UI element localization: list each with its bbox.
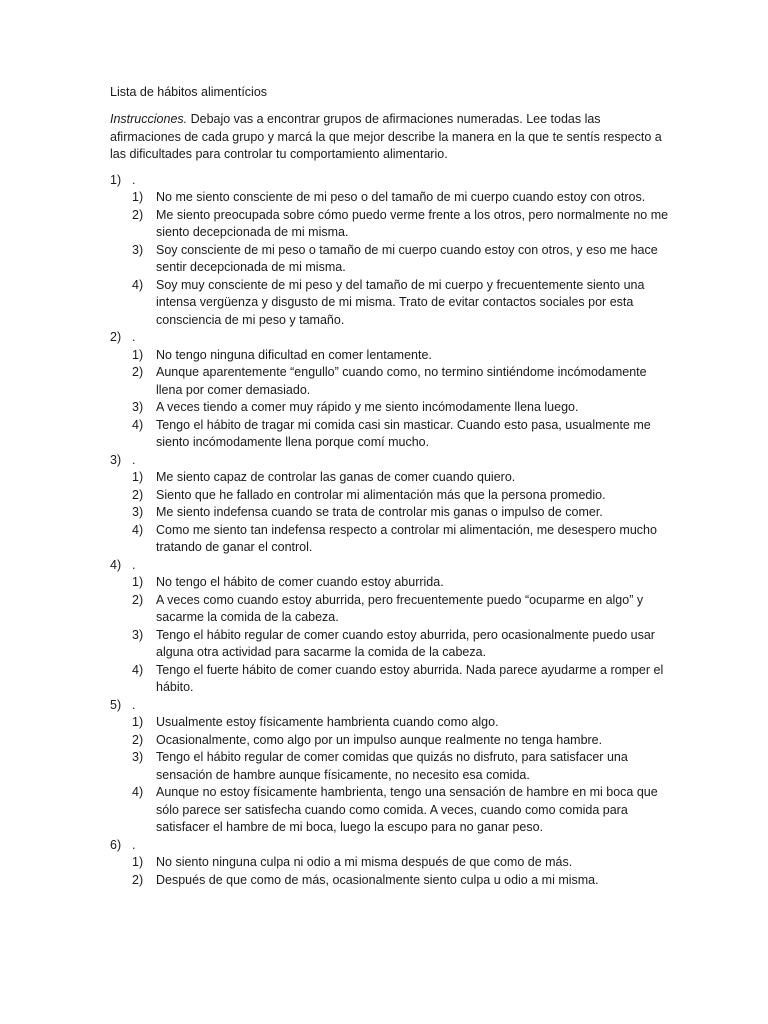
option-item[interactable] bbox=[110, 872, 670, 890]
option-number: 2) bbox=[132, 732, 144, 747]
option-number: 2) bbox=[132, 592, 144, 607]
option-item[interactable] bbox=[110, 522, 670, 557]
group-number: 5) bbox=[110, 697, 122, 712]
option-text: No siento ninguna culpa ni odio a mi misma después de que como de más. bbox=[156, 855, 573, 869]
question-group bbox=[110, 172, 670, 330]
option-item[interactable] bbox=[110, 627, 670, 662]
group-marker: . bbox=[132, 697, 136, 712]
option-text: No tengo el hábito de comer cuando estoy aburrida. bbox=[156, 575, 444, 589]
option-number: 1) bbox=[132, 715, 144, 729]
option-text: Tengo el hábito regular de comer comidas que quizás no disfruto, para satisfacer una sensación de hambre aunque físicamente, no necesito esa comida. bbox=[156, 750, 628, 782]
option-item[interactable] bbox=[110, 749, 670, 784]
option-item[interactable] bbox=[110, 592, 670, 627]
group-header bbox=[110, 329, 670, 347]
option-text: Ocasionalmente, como algo por un impulso aunque realmente no tenga hambre. bbox=[156, 732, 603, 747]
option-item[interactable] bbox=[110, 189, 670, 207]
option-text: Siento que he fallado en controlar mi alimentación más que la persona promedio. bbox=[156, 487, 606, 502]
option-text: Aunque no estoy físicamente hambrienta, tengo una sensación de hambre en mi boca que sólo parece ser satisfecha cuando como comida. A veces, cuando como comida para satisfacer el hambre de mi boca, luego la escupo para no ganar peso. bbox=[156, 785, 658, 834]
option-text: Tengo el hábito de tragar mi comida casi sin masticar. Cuando esto pasa, usualmente me siento incómodamente llena porque comí mucho. bbox=[156, 417, 651, 449]
instructions-lead: Instrucciones. bbox=[110, 112, 188, 126]
option-item[interactable] bbox=[110, 277, 670, 330]
option-item[interactable] bbox=[110, 399, 670, 417]
group-marker: . bbox=[132, 172, 136, 187]
option-number: 1) bbox=[132, 347, 144, 362]
option-item[interactable] bbox=[110, 504, 670, 522]
option-list bbox=[110, 854, 670, 889]
option-number: 4) bbox=[132, 277, 144, 292]
option-text: Me siento capaz de controlar las ganas de comer cuando quiero. bbox=[156, 470, 516, 484]
option-text: A veces como cuando estoy aburrida, pero frecuentemente puedo “ocuparme en algo” y sacarme la comida de la cabeza. bbox=[156, 592, 644, 624]
option-number: 4) bbox=[132, 785, 144, 799]
option-item[interactable] bbox=[110, 732, 670, 750]
question-group bbox=[110, 329, 670, 452]
group-number: 3) bbox=[110, 452, 122, 467]
group-marker: . bbox=[132, 837, 136, 852]
option-text: No me siento consciente de mi peso o del tamaño de mi cuerpo cuando estoy con otros. bbox=[156, 190, 646, 204]
option-text: A veces tiendo a comer muy rápido y me siento incómodamente llena luego. bbox=[156, 400, 579, 414]
option-list bbox=[110, 347, 670, 452]
option-text: Usualmente estoy físicamente hambrienta cuando como algo. bbox=[156, 715, 499, 729]
option-number: 4) bbox=[132, 522, 144, 537]
document-page bbox=[110, 84, 670, 889]
option-item[interactable] bbox=[110, 347, 670, 365]
option-list bbox=[110, 574, 670, 697]
group-number: 4) bbox=[110, 557, 122, 572]
option-number: 2) bbox=[132, 207, 144, 222]
option-item[interactable] bbox=[110, 242, 670, 277]
group-header bbox=[110, 837, 670, 855]
option-text: Aunque aparentemente “engullo” cuando como, no termino sintiéndome incómodamente llena por comer demasiado. bbox=[156, 365, 647, 397]
option-item[interactable] bbox=[110, 574, 670, 592]
question-group bbox=[110, 452, 670, 557]
group-marker: . bbox=[132, 330, 136, 344]
document-title: Lista de hábitos alimentícios bbox=[110, 85, 268, 99]
option-item[interactable] bbox=[110, 417, 670, 452]
group-number: 1) bbox=[110, 172, 122, 187]
option-number: 3) bbox=[132, 242, 144, 257]
option-list bbox=[110, 714, 670, 837]
option-text: Me siento indefensa cuando se trata de controlar mis ganas o impulso de comer. bbox=[156, 505, 603, 519]
option-number: 3) bbox=[132, 505, 144, 519]
option-number: 4) bbox=[132, 662, 144, 677]
option-item[interactable] bbox=[110, 487, 670, 505]
option-number: 1) bbox=[132, 855, 144, 869]
option-number: 1) bbox=[132, 470, 144, 484]
option-item[interactable] bbox=[110, 662, 670, 697]
option-number: 3) bbox=[132, 750, 144, 764]
option-text: No tengo ninguna dificultad en comer lentamente. bbox=[156, 347, 432, 362]
group-number: 2) bbox=[110, 330, 122, 344]
option-number: 3) bbox=[132, 627, 144, 642]
question-groups bbox=[110, 172, 670, 890]
option-number: 3) bbox=[132, 400, 144, 414]
instructions-text: Debajo vas a encontrar grupos de afirmaciones numeradas. Lee todas las afirmaciones de cada grupo y marcá la que mejor describe la manera en la que te sentís respecto a las dificultades para controlar tu comportamiento alimentario. bbox=[110, 112, 662, 161]
group-marker: . bbox=[132, 452, 136, 467]
option-text: Como me siento tan indefensa respecto a controlar mi alimentación, me desespero mucho tratando de ganar el control. bbox=[156, 522, 657, 554]
option-number: 2) bbox=[132, 487, 144, 502]
option-number: 2) bbox=[132, 365, 144, 379]
instructions-paragraph bbox=[110, 111, 670, 164]
option-list bbox=[110, 189, 670, 329]
option-list bbox=[110, 469, 670, 557]
group-number: 6) bbox=[110, 837, 122, 852]
option-item[interactable] bbox=[110, 854, 670, 872]
option-text: Después de que como de más, ocasionalmente siento culpa u odio a mi misma. bbox=[156, 872, 599, 887]
option-number: 1) bbox=[132, 190, 144, 204]
group-header bbox=[110, 172, 670, 190]
option-item[interactable] bbox=[110, 714, 670, 732]
option-number: 1) bbox=[132, 575, 144, 589]
group-header bbox=[110, 697, 670, 715]
question-group bbox=[110, 557, 670, 697]
option-item[interactable] bbox=[110, 469, 670, 487]
option-item[interactable] bbox=[110, 784, 670, 837]
group-header bbox=[110, 557, 670, 575]
option-text: Tengo el hábito regular de comer cuando estoy aburrida, pero ocasionalmente puedo usar alguna otra actividad para sacarme la comida de la cabeza. bbox=[156, 627, 655, 659]
group-marker: . bbox=[132, 557, 136, 572]
group-header bbox=[110, 452, 670, 470]
question-group bbox=[110, 697, 670, 837]
option-item[interactable] bbox=[110, 364, 670, 399]
option-number: 2) bbox=[132, 872, 144, 887]
option-text: Soy muy consciente de mi peso y del tamaño de mi cuerpo y frecuentemente siento una intensa vergüenza y disgusto de mi misma. Trato de evitar contactos sociales por esta consciencia de mi peso y tamaño. bbox=[156, 277, 645, 327]
option-number: 4) bbox=[132, 417, 144, 432]
question-group bbox=[110, 837, 670, 890]
option-text: Me siento preocupada sobre cómo puedo verme frente a los otros, pero normalmente no me siento decepcionada de mi misma. bbox=[156, 207, 669, 239]
option-text: Soy consciente de mi peso o tamaño de mi cuerpo cuando estoy con otros, y eso me hace sentir decepcionada de mi misma. bbox=[156, 242, 658, 274]
option-text: Tengo el fuerte hábito de comer cuando estoy aburrida. Nada parece ayudarme a romper el hábito. bbox=[156, 662, 664, 694]
option-item[interactable] bbox=[110, 207, 670, 242]
